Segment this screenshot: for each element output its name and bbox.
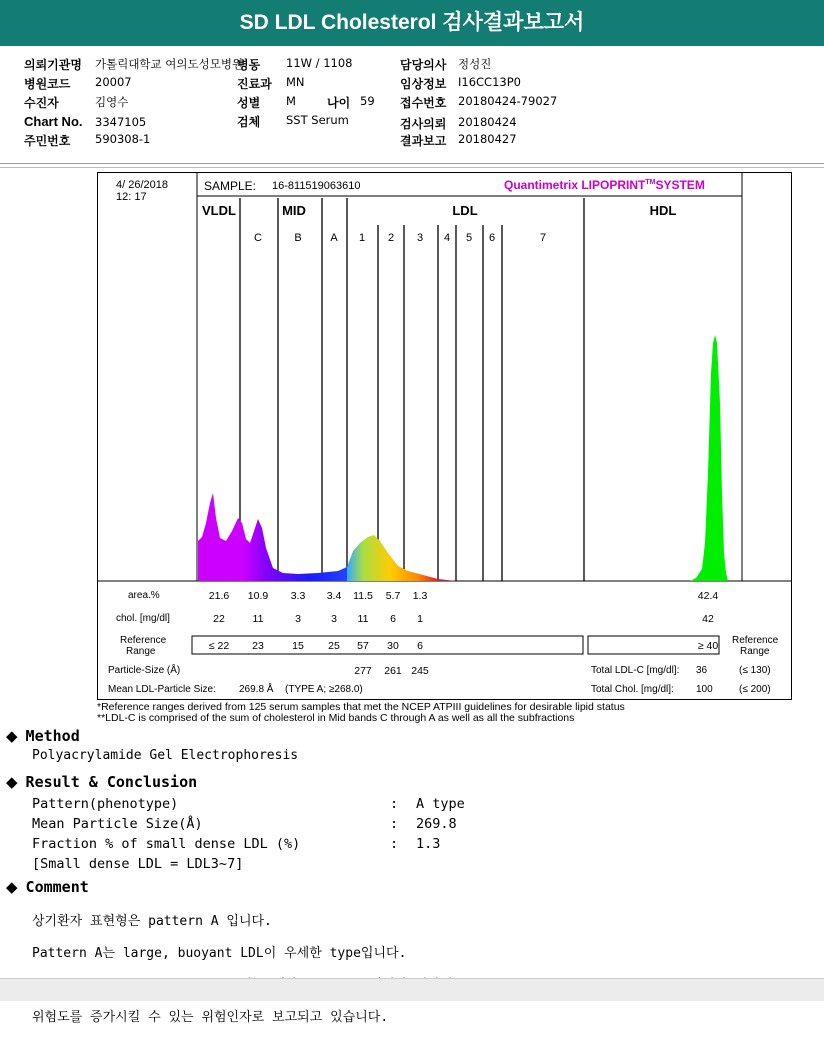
info-value: 11W / 1108 [286, 56, 353, 70]
result-colon: : [390, 796, 399, 812]
info-value: I16CC13P0 [458, 75, 521, 89]
result-label: Fraction % of small dense LDL (%) [32, 836, 301, 852]
band-label: 7 [539, 232, 547, 244]
area-value: 3.3 [290, 590, 306, 602]
lipoprint-report [97, 172, 792, 700]
info-value: 20180427 [458, 132, 517, 146]
group-label: HDL [649, 203, 677, 218]
chol-value: 3 [295, 613, 301, 625]
ref-value: 30 [387, 640, 399, 652]
footnote: *Reference ranges derived from 125 serum samples that met the NCEP ATPIII guidelines for desirable lipid status [97, 701, 625, 713]
result-colon: : [390, 816, 399, 832]
result-value: A type [416, 796, 465, 812]
system-name-text: Quantimetrix LIPOPRINT [504, 178, 646, 192]
total-chol-label: Total Chol. [mg/dl]: [591, 684, 674, 695]
info-label: 임상정보 [400, 77, 447, 91]
info-label: 결과보고 [400, 134, 447, 148]
divider [0, 163, 824, 164]
comment-line: Pattern A는 large, buoyant LDL이 우세한 type입니다. [32, 946, 407, 961]
mean-ldl-type: (TYPE A; ≥268.0) [285, 684, 363, 695]
method-text: Polyacrylamide Gel Electrophoresis [32, 748, 299, 763]
band-label: 2 [387, 232, 395, 244]
group-label: LDL [452, 203, 478, 218]
chol-value: 6 [390, 613, 396, 625]
band-label: C [254, 232, 262, 244]
info-label: Chart No. [24, 114, 83, 129]
mean-ldl-label: Mean LDL-Particle Size: [108, 684, 216, 695]
comment-line: 상기환자 표현형은 pattern A 입니다. [32, 914, 272, 929]
area-value: 3.4 [326, 590, 342, 602]
result-label: Mean Particle Size(Å) [32, 816, 203, 832]
chol-value: 42 [702, 613, 714, 625]
info-label: 병동 [237, 58, 261, 72]
result-value: 269.8 [416, 816, 457, 832]
info-label: 성별 [237, 96, 261, 110]
area-label: area.% [128, 590, 160, 601]
band-label: 1 [358, 232, 366, 244]
ref-label: Reference [120, 635, 167, 646]
ref-value-hdl: ≥ 40 [697, 640, 719, 652]
total-ldl-value: 36 [696, 665, 708, 676]
chol-value: 11 [357, 613, 369, 625]
total-ldl-label: Total LDL-C [mg/dl]: [591, 665, 680, 676]
info-value: 20180424 [458, 115, 517, 129]
hdl-peak [690, 335, 728, 581]
group-label: VLDL [202, 203, 236, 218]
footnote: **LDL-C is comprised of the sum of cholesterol in Mid bands C through A as well as all the subfractions [97, 712, 575, 724]
ref-label-right: Range [740, 646, 770, 657]
system-tm: TM [645, 179, 656, 186]
info-value: 정성진 [458, 57, 492, 71]
area-value: 5.7 [385, 590, 401, 602]
info-value: 김영수 [95, 95, 129, 109]
info-value: SST Serum [286, 113, 349, 127]
band-label: 6 [488, 232, 496, 244]
method-heading [6, 727, 80, 745]
info-value: 59 [360, 94, 375, 108]
diamond-icon: ◆ [6, 773, 18, 791]
band-label: A [330, 232, 338, 244]
ldl-peak [347, 535, 456, 581]
info-value: 3347105 [95, 115, 147, 129]
info-label: 의뢰기관명 [24, 58, 82, 72]
chol-label: chol. [mg/dl] [116, 613, 170, 624]
vldl-mid-peak [198, 493, 347, 581]
result-label: Pattern(phenotype) [32, 796, 179, 812]
ref-label-right: Reference [732, 635, 779, 646]
divider [0, 167, 824, 168]
info-value: 20007 [95, 75, 132, 89]
total-chol-ref: (≤ 200) [739, 684, 771, 695]
band-label: 4 [443, 232, 451, 244]
info-value: 20180424-79027 [458, 94, 558, 108]
particle-size-value: 261 [384, 665, 402, 677]
electrophoresis-chart [98, 173, 791, 699]
band-label: 5 [465, 232, 473, 244]
info-value: M [286, 94, 296, 108]
band-label: 3 [416, 232, 424, 244]
group-label: MID [282, 203, 306, 218]
particle-size-value: 277 [354, 665, 372, 677]
ref-value: 57 [357, 640, 369, 652]
band-label: B [294, 232, 302, 244]
info-label: 검체 [237, 115, 261, 129]
report-time: 12: 17 [116, 191, 147, 203]
bottom-bar [0, 978, 824, 1001]
chol-value: 22 [213, 613, 225, 625]
area-value: 21.6 [208, 590, 230, 602]
area-value: 1.3 [412, 590, 428, 602]
info-label: 진료과 [237, 77, 272, 91]
info-label: 접수번호 [400, 96, 447, 110]
method-heading-text: Method [25, 727, 80, 745]
chol-value: 1 [417, 613, 423, 625]
area-value: 10.9 [247, 590, 269, 602]
total-chol-value: 100 [696, 684, 713, 695]
sample-value: 16-811519063610 [272, 180, 361, 192]
footnotes [97, 702, 625, 724]
info-label: 담당의사 [400, 58, 447, 72]
comment-line: 위험도를 증가시킬 수 있는 위험인자로 보고되고 있습니다. [32, 1010, 389, 1025]
sample-label: SAMPLE: [204, 179, 257, 193]
info-label: 병원코드 [24, 77, 71, 91]
particle-size-value: 245 [411, 665, 429, 677]
report-title: SD LDL Cholesterol 검사결과보고서 [239, 11, 585, 34]
chol-value: 3 [331, 613, 337, 625]
ref-label: Range [126, 646, 156, 657]
system-suffix: SYSTEM [655, 178, 705, 192]
particle-size-label: Particle-Size (Å) [108, 665, 181, 676]
ref-value: 25 [328, 640, 340, 652]
total-ldl-ref: (≤ 130) [739, 665, 771, 676]
info-label: 검사의뢰 [400, 117, 447, 131]
info-label: 나이 [327, 96, 351, 110]
diamond-icon: ◆ [6, 727, 18, 745]
area-value: 42.4 [697, 590, 719, 602]
mean-ldl-value: 269.8 Å [239, 684, 274, 695]
report-date: 4/ 26/2018 [116, 179, 168, 191]
result-colon: : [390, 836, 399, 852]
ref-value: 15 [292, 640, 304, 652]
info-value: 가톨릭대학교 여의도성모병원 [95, 57, 244, 71]
result-heading [6, 773, 197, 791]
result-heading-text: Result & Conclusion [25, 773, 198, 791]
area-value: 11.5 [353, 590, 373, 602]
chol-value: 11 [252, 613, 264, 625]
diamond-icon: ◆ [6, 878, 18, 896]
report-title-bar [0, 0, 824, 46]
comment-heading-text: Comment [25, 878, 89, 896]
comment-heading [6, 878, 89, 896]
ref-value: 6 [417, 640, 423, 652]
info-value: MN [286, 75, 305, 89]
result-value: 1.3 [416, 836, 441, 852]
info-label: 주민번호 [24, 134, 71, 148]
info-label: 수진자 [24, 96, 59, 110]
comment-text [32, 898, 454, 1042]
result-note: [Small dense LDL = LDL3~7] [32, 856, 244, 872]
ref-value: 23 [252, 640, 264, 652]
ref-value: ≤ 22 [208, 640, 230, 652]
info-value: 590308-1 [95, 132, 151, 146]
